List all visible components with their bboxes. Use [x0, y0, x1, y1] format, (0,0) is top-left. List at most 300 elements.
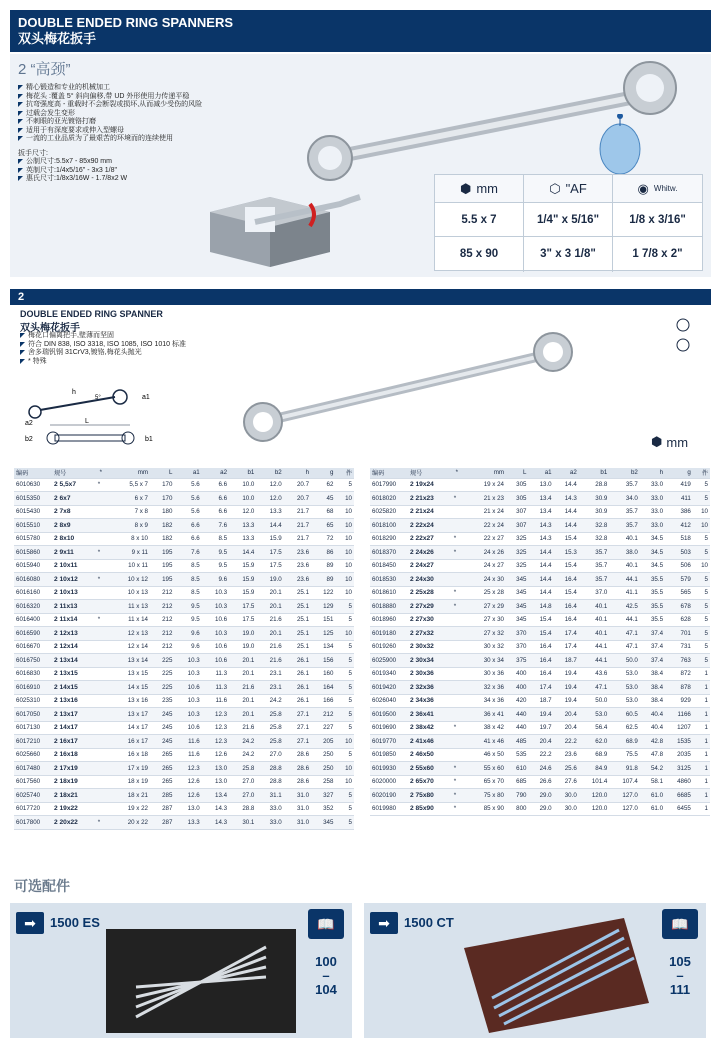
cell: 5 [693, 640, 710, 654]
cell: 28.8 [256, 775, 283, 789]
cell: 23.6 [284, 546, 311, 560]
table-row [370, 627, 710, 641]
hex-icon: ⬢ [651, 434, 663, 449]
cell: 27.0 [229, 789, 256, 803]
cell [450, 559, 460, 573]
column-header: 件 [335, 468, 354, 478]
cell: 352 [311, 802, 335, 816]
table-row [370, 600, 710, 614]
cell: 9.5 [174, 600, 201, 614]
cell: 6019770 [370, 735, 408, 749]
cell: 122 [311, 586, 335, 600]
cell: 212 [150, 627, 174, 641]
cell: 30 x 32 [460, 640, 506, 654]
size-min: 1/4" x 5/16" [524, 203, 612, 237]
cell: 5 [335, 708, 354, 722]
cell: 47.1 [609, 640, 640, 654]
accessory-card-ct[interactable] [364, 903, 706, 1038]
cell: 1 [693, 721, 710, 735]
cell: 33.0 [256, 816, 283, 830]
cell: 14.3 [528, 519, 553, 533]
cell: 15.4 [554, 532, 579, 546]
table-row [14, 559, 354, 573]
table-row [370, 721, 710, 735]
cell: 2 30x34 [408, 654, 450, 668]
header-banner [10, 10, 711, 52]
cell: 24 x 26 [460, 546, 506, 560]
cell: 41.1 [609, 586, 640, 600]
cell: 10 [335, 775, 354, 789]
table-row [370, 802, 710, 816]
cell: 212 [150, 640, 174, 654]
cell: 62.5 [609, 721, 640, 735]
cell [450, 708, 460, 722]
cell: 19.0 [229, 627, 256, 641]
cell: 10.6 [174, 681, 201, 695]
cell: 6017210 [14, 735, 52, 749]
cell: 23.6 [284, 559, 311, 573]
cell: 5 [335, 789, 354, 803]
cell: 245 [150, 708, 174, 722]
column-header: a2 [202, 468, 229, 478]
cell: 1 [693, 762, 710, 776]
cell [94, 559, 104, 573]
section2-bullets [20, 332, 186, 366]
cell: 11.3 [202, 681, 229, 695]
cell: 22.2 [528, 748, 553, 762]
cell [450, 748, 460, 762]
cell: 31.0 [284, 802, 311, 816]
cell: 17.4 [554, 640, 579, 654]
cell: 13 x 16 [104, 694, 150, 708]
cell: 47.8 [640, 748, 665, 762]
cell: 400 [506, 681, 528, 695]
cell: 17.4 [528, 681, 553, 695]
label-a2: a2 [25, 420, 33, 427]
cell: 32.8 [579, 519, 610, 533]
cell: 12.3 [202, 735, 229, 749]
cell: 731 [665, 640, 693, 654]
cell [94, 532, 104, 546]
cell: 2 65x70 [408, 775, 450, 789]
column-header: b2 [609, 468, 640, 478]
cell: 265 [150, 775, 174, 789]
cell: 16.4 [528, 654, 553, 668]
cell: 19.4 [554, 681, 579, 695]
cell [450, 613, 460, 627]
cell: 13.3 [229, 519, 256, 533]
cell: 6017130 [14, 721, 52, 735]
cell: 245 [150, 721, 174, 735]
cell: 2035 [665, 748, 693, 762]
table-row [14, 721, 354, 735]
table-row [370, 775, 710, 789]
cell: 2 30x36 [408, 667, 450, 681]
cell: 6018020 [370, 492, 408, 506]
cell: 440 [506, 708, 528, 722]
size-col-whitw: ◉ Whitw. 1/8 x 3/16" 1 7/8 x 2" [613, 175, 702, 272]
size-max: 3" x 3 1/8" [540, 248, 596, 260]
table-row [14, 613, 354, 627]
cell: 5 [335, 694, 354, 708]
cell: 225 [150, 654, 174, 668]
cell: 30 x 34 [460, 654, 506, 668]
cell: 6025310 [14, 694, 52, 708]
cell: 38.4 [640, 681, 665, 695]
cell: 14.4 [256, 519, 283, 533]
cell: 45 [311, 492, 335, 506]
cell: 53.0 [579, 708, 610, 722]
cell: 23.1 [256, 667, 283, 681]
cell: 25.8 [229, 762, 256, 776]
cell: 2 13x15 [52, 667, 94, 681]
cell: 65 [311, 519, 335, 533]
cell: * [450, 546, 460, 560]
cell: 13 x 17 [104, 708, 150, 722]
cell: 26.6 [528, 775, 553, 789]
table-row [370, 708, 710, 722]
cell: 6018960 [370, 613, 408, 627]
cell: 170 [150, 492, 174, 506]
cell: 127.0 [609, 789, 640, 803]
cell: 5 [335, 654, 354, 668]
cell: 6019420 [370, 681, 408, 695]
label-L: L [85, 418, 89, 425]
cell: 27.1 [284, 735, 311, 749]
cell: 6025740 [14, 789, 52, 803]
cell: 2 17x19 [52, 762, 94, 776]
cell: 872 [665, 667, 693, 681]
cell: 250 [311, 762, 335, 776]
table-row [370, 789, 710, 803]
cell: 27.1 [284, 708, 311, 722]
cell: 11 x 13 [104, 600, 150, 614]
cell: 25.8 [256, 708, 283, 722]
cell [450, 667, 460, 681]
cell: 107.4 [609, 775, 640, 789]
cell: 503 [665, 546, 693, 560]
cell: 30 x 36 [460, 667, 506, 681]
cell: 10 [335, 762, 354, 776]
cell: 2 27x30 [408, 613, 450, 627]
table-row [14, 492, 354, 506]
cell: 12.0 [229, 505, 256, 519]
cell: 89 [311, 559, 335, 573]
cell: 10 [335, 586, 354, 600]
table-row [14, 775, 354, 789]
cell: 6019180 [370, 627, 408, 641]
cell: 2 21x23 [408, 492, 450, 506]
page-range: 100 – 104 [315, 954, 337, 997]
dimension-diagram [20, 385, 170, 455]
cell: 38.0 [609, 546, 640, 560]
cell: * [94, 613, 104, 627]
cell: 47.1 [609, 627, 640, 641]
cell: 250 [311, 748, 335, 762]
cell: 11.3 [202, 667, 229, 681]
section2 [10, 305, 711, 460]
cell: 790 [506, 789, 528, 803]
cell: 19.4 [528, 708, 553, 722]
accessory-label: 1500 CT [404, 915, 454, 930]
cell: 19 x 22 [104, 802, 150, 816]
cell: 1 [693, 708, 710, 722]
cell: 212 [150, 613, 174, 627]
table-row [14, 735, 354, 749]
table-row [370, 681, 710, 695]
cell: 28.6 [284, 775, 311, 789]
section2-title-cn: 双头梅花扳手 [20, 323, 80, 334]
cell: 61.0 [640, 802, 665, 816]
cell: 2 85x90 [408, 802, 450, 816]
column-header: a1 [174, 468, 201, 478]
cell: 5.6 [174, 505, 201, 519]
cell [94, 775, 104, 789]
cell: 6018880 [370, 600, 408, 614]
tray-image [106, 929, 296, 1033]
cell: 345 [506, 613, 528, 627]
cell: 6026040 [370, 694, 408, 708]
cell: 41 x 46 [460, 735, 506, 749]
cell: 5 [693, 573, 710, 587]
cell: 35.7 [609, 519, 640, 533]
cell: 685 [506, 775, 528, 789]
section2-title-en: DOUBLE ENDED RING SPANNER [20, 309, 163, 319]
cell: 17.5 [256, 559, 283, 573]
cell: 13.0 [202, 775, 229, 789]
table-row [14, 667, 354, 681]
cell: 12.3 [202, 708, 229, 722]
cell: 878 [665, 681, 693, 695]
cell: 15.4 [528, 627, 553, 641]
cell: 6017560 [14, 775, 52, 789]
cell: 701 [665, 627, 693, 641]
cell: 2 14x17 [52, 721, 94, 735]
column-header: g [311, 468, 335, 478]
cell: 6015780 [14, 532, 52, 546]
hex-icon: ⬢ [459, 180, 472, 196]
cell: 15.9 [229, 573, 256, 587]
cell: 9.6 [202, 573, 229, 587]
cell [450, 654, 460, 668]
label-angle: 5° [95, 395, 101, 401]
size-min: 5.5 x 7 [435, 203, 523, 237]
cell: 9.5 [174, 613, 201, 627]
cell: 2 9x11 [52, 546, 94, 560]
cell: 12.6 [174, 775, 201, 789]
cell: 9.5 [202, 546, 229, 560]
cell: 19.7 [528, 721, 553, 735]
cell: 14.3 [202, 816, 229, 830]
cell: 2 34x36 [408, 694, 450, 708]
cell: 12 x 14 [104, 640, 150, 654]
table-row [14, 519, 354, 533]
cell [450, 573, 460, 587]
cell: 32.8 [579, 532, 610, 546]
cell: 2 38x42 [408, 721, 450, 735]
table-row [370, 478, 710, 492]
cell: 287 [150, 802, 174, 816]
cell: 6018530 [370, 573, 408, 587]
tray-image [464, 918, 649, 1033]
cell: 2 19x24 [408, 478, 450, 492]
table-row [14, 478, 354, 492]
cell: 62.0 [579, 735, 610, 749]
cell: 5.6 [174, 492, 201, 506]
cell [94, 694, 104, 708]
cell: 763 [665, 654, 693, 668]
table-row [370, 546, 710, 560]
cell: 21.6 [256, 654, 283, 668]
cell: 9 x 11 [104, 546, 150, 560]
cell: 75 x 80 [460, 789, 506, 803]
table-row [370, 519, 710, 533]
cell: 1 [693, 735, 710, 749]
cell [450, 505, 460, 519]
cell: 44.1 [579, 654, 610, 668]
cell: 6016910 [14, 681, 52, 695]
cell: 800 [506, 802, 528, 816]
cell: 2 22x24 [408, 519, 450, 533]
cell: 6018610 [370, 586, 408, 600]
cell: 2 8x9 [52, 519, 94, 533]
size-max: 85 x 90 [459, 248, 499, 260]
cell: 16.4 [554, 600, 579, 614]
cell: 12.0 [256, 478, 283, 492]
cell: 10.3 [174, 654, 201, 668]
unit-indicator: ⬢ mm [651, 434, 689, 450]
cell: 325 [506, 546, 528, 560]
cell: 14 x 15 [104, 681, 150, 695]
cell: 10.6 [174, 721, 201, 735]
arrow-right-icon: ➡ [16, 912, 44, 934]
cell: 2 41x46 [408, 735, 450, 749]
cell: 6016320 [14, 600, 52, 614]
cell: 17.4 [554, 627, 579, 641]
cell: 27.0 [229, 775, 256, 789]
cell: 25.1 [284, 600, 311, 614]
cell: * [94, 573, 104, 587]
cell: 151 [311, 613, 335, 627]
cell: 21.7 [284, 505, 311, 519]
column-header: L [150, 468, 174, 478]
table-row [370, 505, 710, 519]
cell: 14.3 [554, 492, 579, 506]
cell: 156 [311, 654, 335, 668]
cell: 33.0 [640, 492, 665, 506]
label-h: h [72, 389, 76, 396]
table-row [14, 762, 354, 776]
cell: 62 [311, 478, 335, 492]
cell: 10 [335, 546, 354, 560]
cell: 5 [335, 721, 354, 735]
cell: 18.7 [554, 654, 579, 668]
cell: 13 x 15 [104, 667, 150, 681]
cell: 8 x 10 [104, 532, 150, 546]
cell: 6.6 [202, 478, 229, 492]
cell: 54.2 [640, 762, 665, 776]
cell: 440 [506, 721, 528, 735]
cell: 12.6 [202, 748, 229, 762]
cell: 53.0 [609, 681, 640, 695]
cell: 10.3 [202, 586, 229, 600]
cell: 1 [693, 748, 710, 762]
table-row [14, 789, 354, 803]
bullet: 符合 DIN 838, ISO 3318, ISO 1085, ISO 1010 标准 [20, 341, 186, 350]
cell: 27.0 [256, 748, 283, 762]
cell: 16 x 18 [104, 748, 150, 762]
cell: 170 [150, 478, 174, 492]
cell: 20.4 [554, 721, 579, 735]
cell: 8.5 [174, 586, 201, 600]
cell: 120.0 [579, 802, 610, 816]
cell: 1 [693, 667, 710, 681]
table-row [370, 748, 710, 762]
cell: 13.0 [202, 762, 229, 776]
cell: 285 [150, 789, 174, 803]
cell: 2 18x21 [52, 789, 94, 803]
table-row [14, 586, 354, 600]
cell: 2 18x19 [52, 775, 94, 789]
cell: 14.4 [528, 546, 553, 560]
cell: 20.1 [256, 600, 283, 614]
accessory-label: 1500 ES [50, 915, 100, 930]
cell: 610 [506, 762, 528, 776]
cell: 10.3 [174, 694, 201, 708]
cell: 2 12x14 [52, 640, 94, 654]
table-row [370, 532, 710, 546]
cell: 20.4 [528, 735, 553, 749]
table-row [14, 654, 354, 668]
cell: 10.3 [174, 708, 201, 722]
cell: 6025900 [370, 654, 408, 668]
cell: 2 5,5x7 [52, 478, 94, 492]
table-row [14, 505, 354, 519]
cell: 14.4 [528, 586, 553, 600]
cell: 1166 [665, 708, 693, 722]
cell [94, 654, 104, 668]
cell: 20.1 [256, 627, 283, 641]
cell: 20.1 [229, 667, 256, 681]
accessories-title: 可选配件 [14, 878, 70, 894]
cell: 30.9 [579, 505, 610, 519]
cell: 40.1 [609, 559, 640, 573]
cell: 420 [506, 694, 528, 708]
cell: 58.1 [640, 775, 665, 789]
cell: 5,5 x 7 [104, 478, 150, 492]
cell: 53.0 [609, 667, 640, 681]
cell: 16 x 17 [104, 735, 150, 749]
cell: 68.9 [609, 735, 640, 749]
cell [94, 762, 104, 776]
cell: 61.0 [640, 789, 665, 803]
cell: 29.0 [528, 789, 553, 803]
cell: 929 [665, 694, 693, 708]
cell: * [94, 816, 104, 830]
table-right [370, 468, 710, 816]
cell: 8.5 [202, 532, 229, 546]
cell: 2 13x14 [52, 654, 94, 668]
cell: 6 x 7 [104, 492, 150, 506]
cell: 6019980 [370, 802, 408, 816]
cell: 25.8 [256, 735, 283, 749]
cell: 6018290 [370, 532, 408, 546]
cell: 15.9 [256, 532, 283, 546]
cell: 212 [150, 586, 174, 600]
accessory-card-es[interactable] [10, 903, 352, 1038]
cell: 5 [693, 613, 710, 627]
cell: 411 [665, 492, 693, 506]
